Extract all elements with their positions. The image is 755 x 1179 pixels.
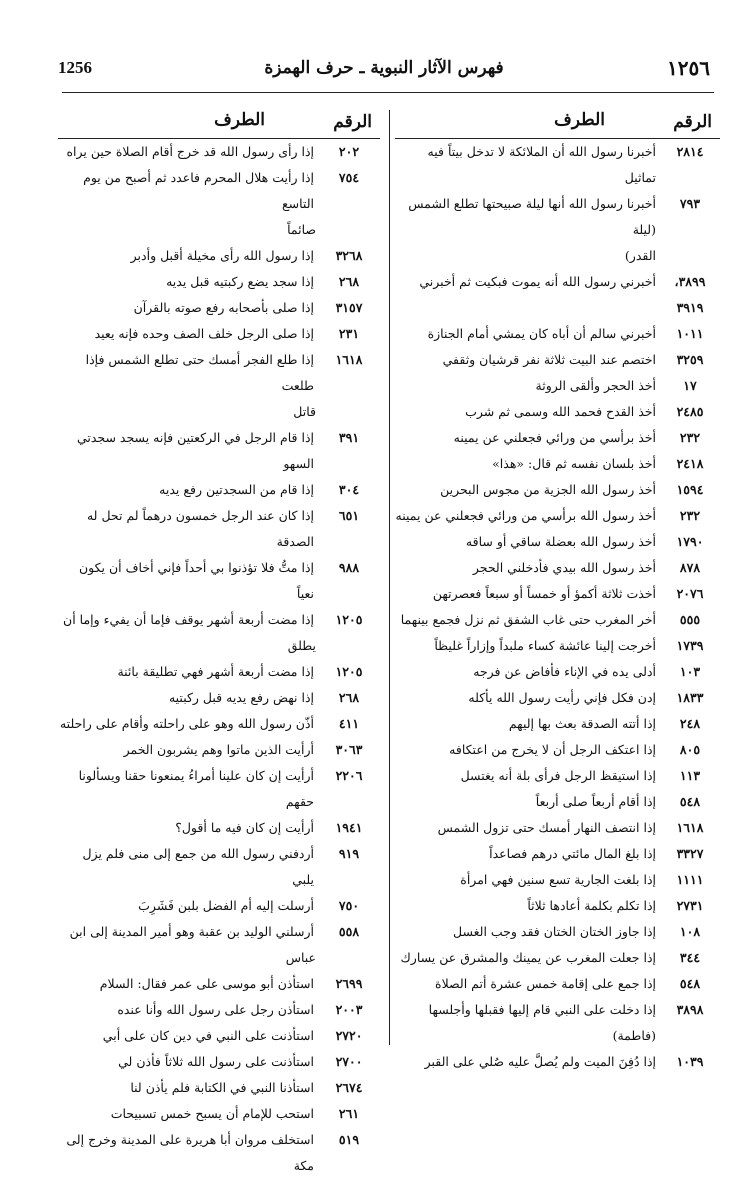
entry-text: إذا مضت أربعة أشهر يوقف فإما أن يفيء وإما أن bbox=[63, 612, 314, 627]
entry-text: إذا رأيت هلال المحرم فاعدد ثم أصبح من يوم التاسع bbox=[83, 170, 314, 211]
entry-text: أخذ رسول الله بيدي فأدخلني الحجر bbox=[472, 560, 656, 575]
entry-number: ٧٥٠ bbox=[338, 898, 360, 913]
index-entry bbox=[58, 321, 380, 347]
index-entry bbox=[58, 711, 380, 737]
index-entry bbox=[58, 815, 380, 841]
entry-text: أخر المغرب حتى غاب الشفق ثم نزل فجمع بينهما bbox=[400, 612, 656, 627]
index-entry bbox=[395, 659, 720, 685]
index-entry bbox=[58, 971, 380, 997]
entry-number: ٣٣٢٧ bbox=[676, 846, 704, 861]
entry-number: ٥٤٨ bbox=[679, 976, 701, 991]
entry-number: ٤١١ bbox=[338, 716, 360, 731]
entry-number: ٣٩١ bbox=[338, 430, 360, 445]
entry-number: ٢٦٧٤ bbox=[335, 1080, 363, 1095]
index-entry bbox=[58, 763, 380, 815]
entry-number: ٢٣٢ bbox=[679, 508, 701, 523]
entry-text: إذا دُفِنَ الميت ولم يُصلَّ عليه صُلي على القبر bbox=[424, 1054, 656, 1069]
entry-text: أخبرنا رسول الله أن الملائكة لا تدخل بيتاً فيه تماثيل bbox=[427, 144, 656, 185]
entry-text: إذا كان عند الرجل خمسون درهماً لم تحل له الصدقة bbox=[86, 508, 314, 549]
entry-number: ٩١٩ bbox=[338, 846, 360, 861]
entry-text: استأذنت على رسول الله ثلاثاً فأذن لي bbox=[118, 1054, 314, 1069]
entry-number: ٣٤٤ bbox=[679, 950, 701, 965]
index-entry bbox=[395, 269, 720, 321]
entry-number: ٥٥٨ bbox=[338, 924, 360, 939]
index-entry bbox=[395, 555, 720, 581]
entry-number: ١٦١٨ bbox=[676, 820, 704, 835]
entry-number: ٢٦٨ bbox=[338, 274, 360, 289]
index-entry bbox=[58, 477, 380, 503]
entry-text: أرأيت الذين ماتوا وهم يشربون الخمر bbox=[123, 742, 314, 757]
index-entry bbox=[58, 1049, 380, 1075]
index-entry bbox=[395, 477, 720, 503]
entry-text: إذا مضت أربعة أشهر فهي تطليقة بائنة bbox=[117, 664, 314, 679]
entry-number: ١٠٣٩ bbox=[676, 1054, 704, 1069]
entry-text: أرسلني الوليد بن عقبة وهو أمير المدينة إلى ابن bbox=[69, 924, 314, 939]
index-entry bbox=[395, 451, 720, 477]
entry-number: ٣١٥٧ bbox=[335, 300, 363, 315]
entry-number: ١٥٩٤ bbox=[676, 482, 704, 497]
entry-number: ٣٠٤ bbox=[338, 482, 360, 497]
entry-number: ١١١١ bbox=[676, 872, 704, 887]
entry-number: ١٧٩٠ bbox=[676, 534, 704, 549]
entry-number: ١٧٣٩ bbox=[676, 638, 704, 653]
entry-text: إذا قام الرجل في الركعتين فإنه يسجد سجدتي السهو bbox=[76, 430, 314, 471]
index-entry bbox=[58, 139, 380, 165]
entry-number: ١٧ bbox=[683, 378, 697, 393]
entry-text: أرسلت إليه أم الفضل بلبن فَشَرِبَ bbox=[138, 898, 314, 913]
entry-number: ٨٠٥ bbox=[679, 742, 701, 757]
entry-text: أرأيت إن كان فيه ما أقول؟ bbox=[175, 820, 314, 835]
entry-continuation: صائماً bbox=[287, 222, 316, 237]
index-entry bbox=[395, 529, 720, 555]
index-entry bbox=[58, 607, 380, 633]
entry-text: استأذن أبو موسى على عمر فقال: السلام bbox=[99, 976, 314, 991]
entry-number: ٢٤٨ bbox=[679, 716, 701, 731]
index-entry bbox=[395, 347, 720, 373]
index-entry bbox=[395, 919, 720, 945]
entry-number: ٢٧٢٠ bbox=[335, 1028, 363, 1043]
entry-text: إذا دخلت على النبي قام إليها فقبلها وأجلسها (فاطمة) bbox=[428, 1002, 656, 1043]
entry-number: ٢٣١ bbox=[338, 326, 360, 341]
entry-text: استحب للإمام أن يسبح خمس تسبيحات bbox=[110, 1106, 314, 1121]
entry-number: ٢٤١٨ bbox=[676, 456, 704, 471]
entry-text: إذا جمع على إقامة خمس عشرة أتم الصلاة bbox=[435, 976, 656, 991]
index-entry bbox=[58, 893, 380, 919]
index-entry bbox=[395, 425, 720, 451]
entry-number: ١١٣ bbox=[679, 768, 701, 783]
page-number-latin: 1256 bbox=[58, 58, 92, 77]
entry-text: أردفني رسول الله من جمع إلى منى فلم يزل يلبي bbox=[82, 846, 314, 887]
entry-number: ٣٠٦٣ bbox=[335, 742, 363, 757]
index-entry bbox=[58, 659, 380, 685]
entry-number: ١٢٠٥ bbox=[335, 612, 363, 627]
entry-text: إذا أقام أربعاً صلى أربعاً bbox=[535, 794, 656, 809]
index-entry bbox=[58, 425, 380, 477]
entry-continuation: القدر) bbox=[624, 248, 656, 263]
column-divider bbox=[389, 110, 390, 1045]
index-entry bbox=[395, 399, 720, 425]
index-entry bbox=[395, 971, 720, 997]
column-header bbox=[395, 108, 720, 139]
running-title: فهرس الآثار النبوية ـ حرف الهمزة bbox=[264, 58, 504, 78]
index-entry bbox=[395, 893, 720, 919]
index-entry bbox=[395, 789, 720, 815]
entry-number: ١٠١١ bbox=[676, 326, 704, 341]
entry-number: ٢٠٧٦ bbox=[676, 586, 704, 601]
entry-text: إذا استيقظ الرجل فرأى بلة أنه يغتسل bbox=[460, 768, 656, 783]
index-entry bbox=[58, 269, 380, 295]
index-entry bbox=[58, 503, 380, 555]
entry-list bbox=[395, 139, 720, 1075]
index-entry bbox=[395, 633, 720, 659]
entry-text: أخبرني رسول الله أنه يموت فبكيت ثم أخبرني bbox=[419, 274, 656, 289]
entry-text: إذا جعلت المغرب عن يمينك والمشرق عن يسارك bbox=[400, 950, 656, 965]
entry-number: ٨٧٨ bbox=[679, 560, 701, 575]
index-entry bbox=[395, 867, 720, 893]
index-entry bbox=[58, 737, 380, 763]
entry-text: إذا رأى رسول الله قد خرج أقام الصلاة حين يراه bbox=[66, 144, 314, 159]
entry-text: إذا متُّ فلا تؤذنوا بي أحداً فإني أخاف أن يكون نعياً bbox=[78, 560, 314, 601]
entry-text: إذا انتصف النهار أمسك حتى تزول الشمس bbox=[437, 820, 656, 835]
entry-text: استأذنت على النبي في دين كان على أبي bbox=[102, 1028, 314, 1043]
entry-number: ٥٥٥ bbox=[679, 612, 701, 627]
entry-text: إذا جاوز الختان الختان فقد وجب الغسل bbox=[452, 924, 656, 939]
entry-number: ٢٣٢ bbox=[679, 430, 701, 445]
header-title-label: الطرف bbox=[214, 110, 265, 130]
entry-text: إذا صلى بأصحابه رفع صوته بالقرآن bbox=[133, 300, 314, 315]
index-entry bbox=[395, 763, 720, 789]
entry-number: ١٠٨ bbox=[679, 924, 701, 939]
index-entry bbox=[395, 607, 720, 633]
entry-text: استأذن رجل على رسول الله وأنا عنده bbox=[117, 1002, 314, 1017]
index-entry bbox=[395, 373, 720, 399]
entry-text: إذا رسول الله رأى مخيلة أقبل وأدبر bbox=[130, 248, 314, 263]
entry-text: استخلف مروان أبا هريرة على المدينة وخرج إلى مكة bbox=[66, 1132, 314, 1173]
entry-number: ٦٥١ bbox=[338, 508, 360, 523]
entry-text: أخذ بلسان نفسه ثم قال: «هذا» bbox=[492, 456, 656, 471]
index-entry bbox=[395, 685, 720, 711]
index-entry bbox=[58, 295, 380, 321]
entry-number: ٢٧٠٠ bbox=[335, 1054, 363, 1069]
entry-number: ١٠٣ bbox=[679, 664, 701, 679]
entry-number: ٢٦٩٩ bbox=[335, 976, 363, 991]
page-number-arabic: ١٢٥٦ bbox=[667, 56, 710, 80]
index-entry bbox=[58, 685, 380, 711]
entry-text: أخبرنا رسول الله أنها ليلة صبيحتها تطلع الشمس (ليلة bbox=[408, 196, 656, 237]
header-title-label: الطرف bbox=[554, 110, 605, 130]
entry-number: ٥١٩ bbox=[338, 1132, 360, 1147]
index-entry bbox=[58, 919, 380, 945]
entry-number: ٩٨٨ bbox=[338, 560, 360, 575]
entry-text: إذا قام من السجدتين رفع يديه bbox=[159, 482, 314, 497]
index-entry bbox=[395, 711, 720, 737]
entry-text: إذا تكلم بكلمة أعادها ثلاثاً bbox=[527, 898, 656, 913]
index-entry bbox=[58, 1127, 380, 1179]
index-column-right bbox=[395, 108, 720, 1075]
entry-number: ٢٠٠٣ bbox=[335, 1002, 363, 1017]
index-entry bbox=[395, 581, 720, 607]
index-column-left bbox=[58, 108, 380, 1179]
entry-text: إذا بلغت الجارية تسع سنين فهي امرأة bbox=[460, 872, 656, 887]
entry-text: إذا نهض رفع يديه قبل ركبتيه bbox=[168, 690, 314, 705]
entry-text: اختصم عند البيت ثلاثة نفر قرشيان وثقفي bbox=[442, 352, 656, 367]
entry-text: أخذ رسول الله الجزية من مجوس البحرين bbox=[440, 482, 656, 497]
entry-text: إدن فكل فإني رأيت رسول الله يأكله bbox=[468, 690, 656, 705]
entry-number: ٢٧٣١ bbox=[676, 898, 704, 913]
entry-number: ٢٦١ bbox=[338, 1106, 360, 1121]
index-entry bbox=[395, 503, 720, 529]
entry-number: ٣٢٥٩ bbox=[676, 352, 704, 367]
entry-text: أخذ رسول الله بعضلة ساقي أو ساقه bbox=[465, 534, 656, 549]
entry-continuation: يطلق bbox=[287, 638, 316, 653]
entry-text: أخذ برأسي من ورائي فجعلني عن يمينه bbox=[453, 430, 656, 445]
entry-number: ١٢٠٥ bbox=[335, 664, 363, 679]
header-number-label: الرقم bbox=[673, 112, 712, 132]
entry-text: أدلى يده في الإناء فأفاض عن فرجه bbox=[473, 664, 656, 679]
entry-text: استأذنا النبي في الكتابة فلم يأذن لنا bbox=[130, 1080, 314, 1095]
entry-number: ٣٨٩٩، ٣٩١٩ bbox=[674, 274, 706, 315]
entry-text: إذا بلغ المال مائتي درهم فصاعداً bbox=[489, 846, 656, 861]
index-entry bbox=[395, 139, 720, 191]
entry-number: ٢٢٠٦ bbox=[335, 768, 363, 783]
entry-number: ٢٠٢ bbox=[338, 144, 360, 159]
entry-number: ١٦١٨ bbox=[335, 352, 363, 367]
index-entry bbox=[58, 1075, 380, 1101]
entry-number: ٢٤٨٥ bbox=[676, 404, 704, 419]
entry-number: ٢٦٨ bbox=[338, 690, 360, 705]
entry-list bbox=[58, 139, 380, 1179]
entry-text: أخذ القدح فحمد الله وسمى ثم شرب bbox=[465, 404, 656, 419]
index-entry bbox=[395, 321, 720, 347]
entry-text: أخذ رسول الله برأسي من ورائي فجعلني عن يمينه bbox=[395, 508, 656, 523]
index-entry bbox=[395, 1049, 720, 1075]
entry-text: أرأيت إن كان علينا أمراءُ يمنعونا حقنا ويسألونا حقهم bbox=[78, 768, 314, 809]
column-header bbox=[58, 108, 380, 139]
entry-continuation: قاتل bbox=[293, 404, 316, 419]
index-entry bbox=[395, 191, 720, 243]
entry-text: أذّن رسول الله وهو على راحلته وأقام على راحلته bbox=[59, 716, 314, 731]
header-number-label: الرقم bbox=[333, 112, 372, 132]
index-entry bbox=[395, 997, 720, 1049]
entry-number: ٧٩٣ bbox=[679, 196, 701, 211]
entry-text: إذا اعتكف الرجل أن لا يخرج من اعتكافه bbox=[449, 742, 656, 757]
index-entry bbox=[58, 347, 380, 399]
entry-number: ١٨٣٣ bbox=[676, 690, 704, 705]
entry-number: ٥٤٨ bbox=[679, 794, 701, 809]
index-entry bbox=[395, 841, 720, 867]
entry-text: إذا أتته الصدقة بعث بها إليهم bbox=[508, 716, 656, 731]
entry-text: أخذ الحجر وألقى الروثة bbox=[535, 378, 656, 393]
index-entry bbox=[58, 841, 380, 893]
entry-number: ٧٥٤ bbox=[338, 170, 360, 185]
entry-number: ٣٢٦٨ bbox=[335, 248, 363, 263]
header-rule bbox=[62, 92, 714, 93]
entry-text: إذا سجد يضع ركبتيه قبل يديه bbox=[166, 274, 314, 289]
entry-text: أخرجت إلينا عائشة كساء ملبداً وإزاراً غليظاً bbox=[434, 638, 656, 653]
entry-text: إذا صلى الرجل خلف الصف وحده فإنه يعيد bbox=[94, 326, 314, 341]
entry-continuation: عباس bbox=[285, 950, 316, 965]
index-entry bbox=[58, 165, 380, 217]
entry-text: إذا طلع الفجر أمسك حتى تطلع الشمس فإذا طلعت bbox=[85, 352, 314, 393]
index-entry bbox=[395, 737, 720, 763]
index-entry bbox=[58, 243, 380, 269]
entry-number: ٣٨٩٨ bbox=[676, 1002, 704, 1017]
entry-number: ٢٨١٤ bbox=[676, 144, 704, 159]
index-entry bbox=[58, 997, 380, 1023]
index-entry bbox=[58, 1023, 380, 1049]
page-header bbox=[58, 58, 710, 88]
index-entry bbox=[58, 1101, 380, 1127]
entry-text: أخذت ثلاثة أكمؤ أو خمساً أو سبعاً فعصرتهن bbox=[432, 586, 656, 601]
index-entry bbox=[395, 945, 720, 971]
entry-number: ١٩٤١ bbox=[335, 820, 363, 835]
entry-text: أخبرني سالم أن أباه كان يمشي أمام الجنازة bbox=[427, 326, 656, 341]
index-entry bbox=[395, 815, 720, 841]
index-entry bbox=[58, 555, 380, 607]
